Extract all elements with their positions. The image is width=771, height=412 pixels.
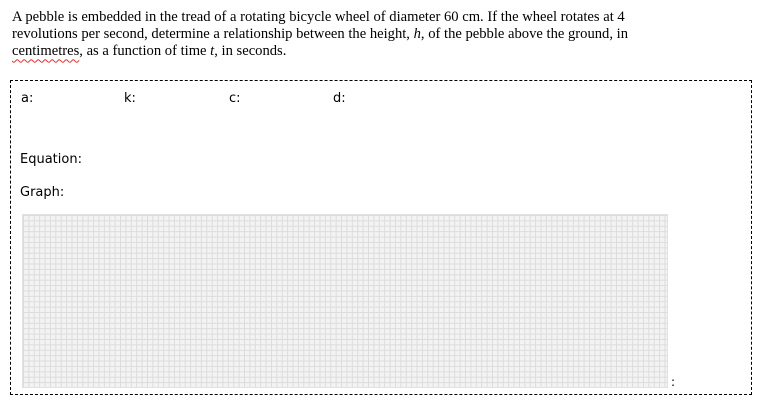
equation-label: Equation:	[20, 152, 82, 167]
graph-label: Graph:	[20, 185, 65, 200]
graph-grid[interactable]	[22, 214, 668, 388]
trailing-colon: :	[671, 375, 676, 389]
problem-line-1	[12, 9, 712, 26]
param-d-label: d:	[333, 91, 346, 106]
param-k-label: k:	[124, 91, 136, 106]
problem-text-2: revolutions per second, determine a relationship between the height,	[12, 26, 414, 43]
problem-text-5: , in seconds.	[214, 43, 287, 60]
problem-statement	[12, 9, 712, 61]
problem-line-2	[12, 26, 712, 43]
variable-t: t	[210, 43, 215, 60]
spellcheck-word: centimetres	[12, 43, 80, 60]
problem-text-1: A pebble is embedded in the tread of a rotating bicycle wheel of diameter 60 cm. If the wheel rotates at 4	[12, 9, 625, 25]
variable-h: h	[413, 26, 421, 43]
answer-box[interactable]	[10, 80, 752, 395]
problem-line-3	[12, 43, 712, 60]
problem-text-4: , as a function of time	[79, 43, 211, 60]
param-a-label: a:	[21, 91, 34, 106]
param-c-label: c:	[229, 91, 241, 106]
problem-text-3: , of the pebble above the ground, in	[420, 26, 628, 43]
